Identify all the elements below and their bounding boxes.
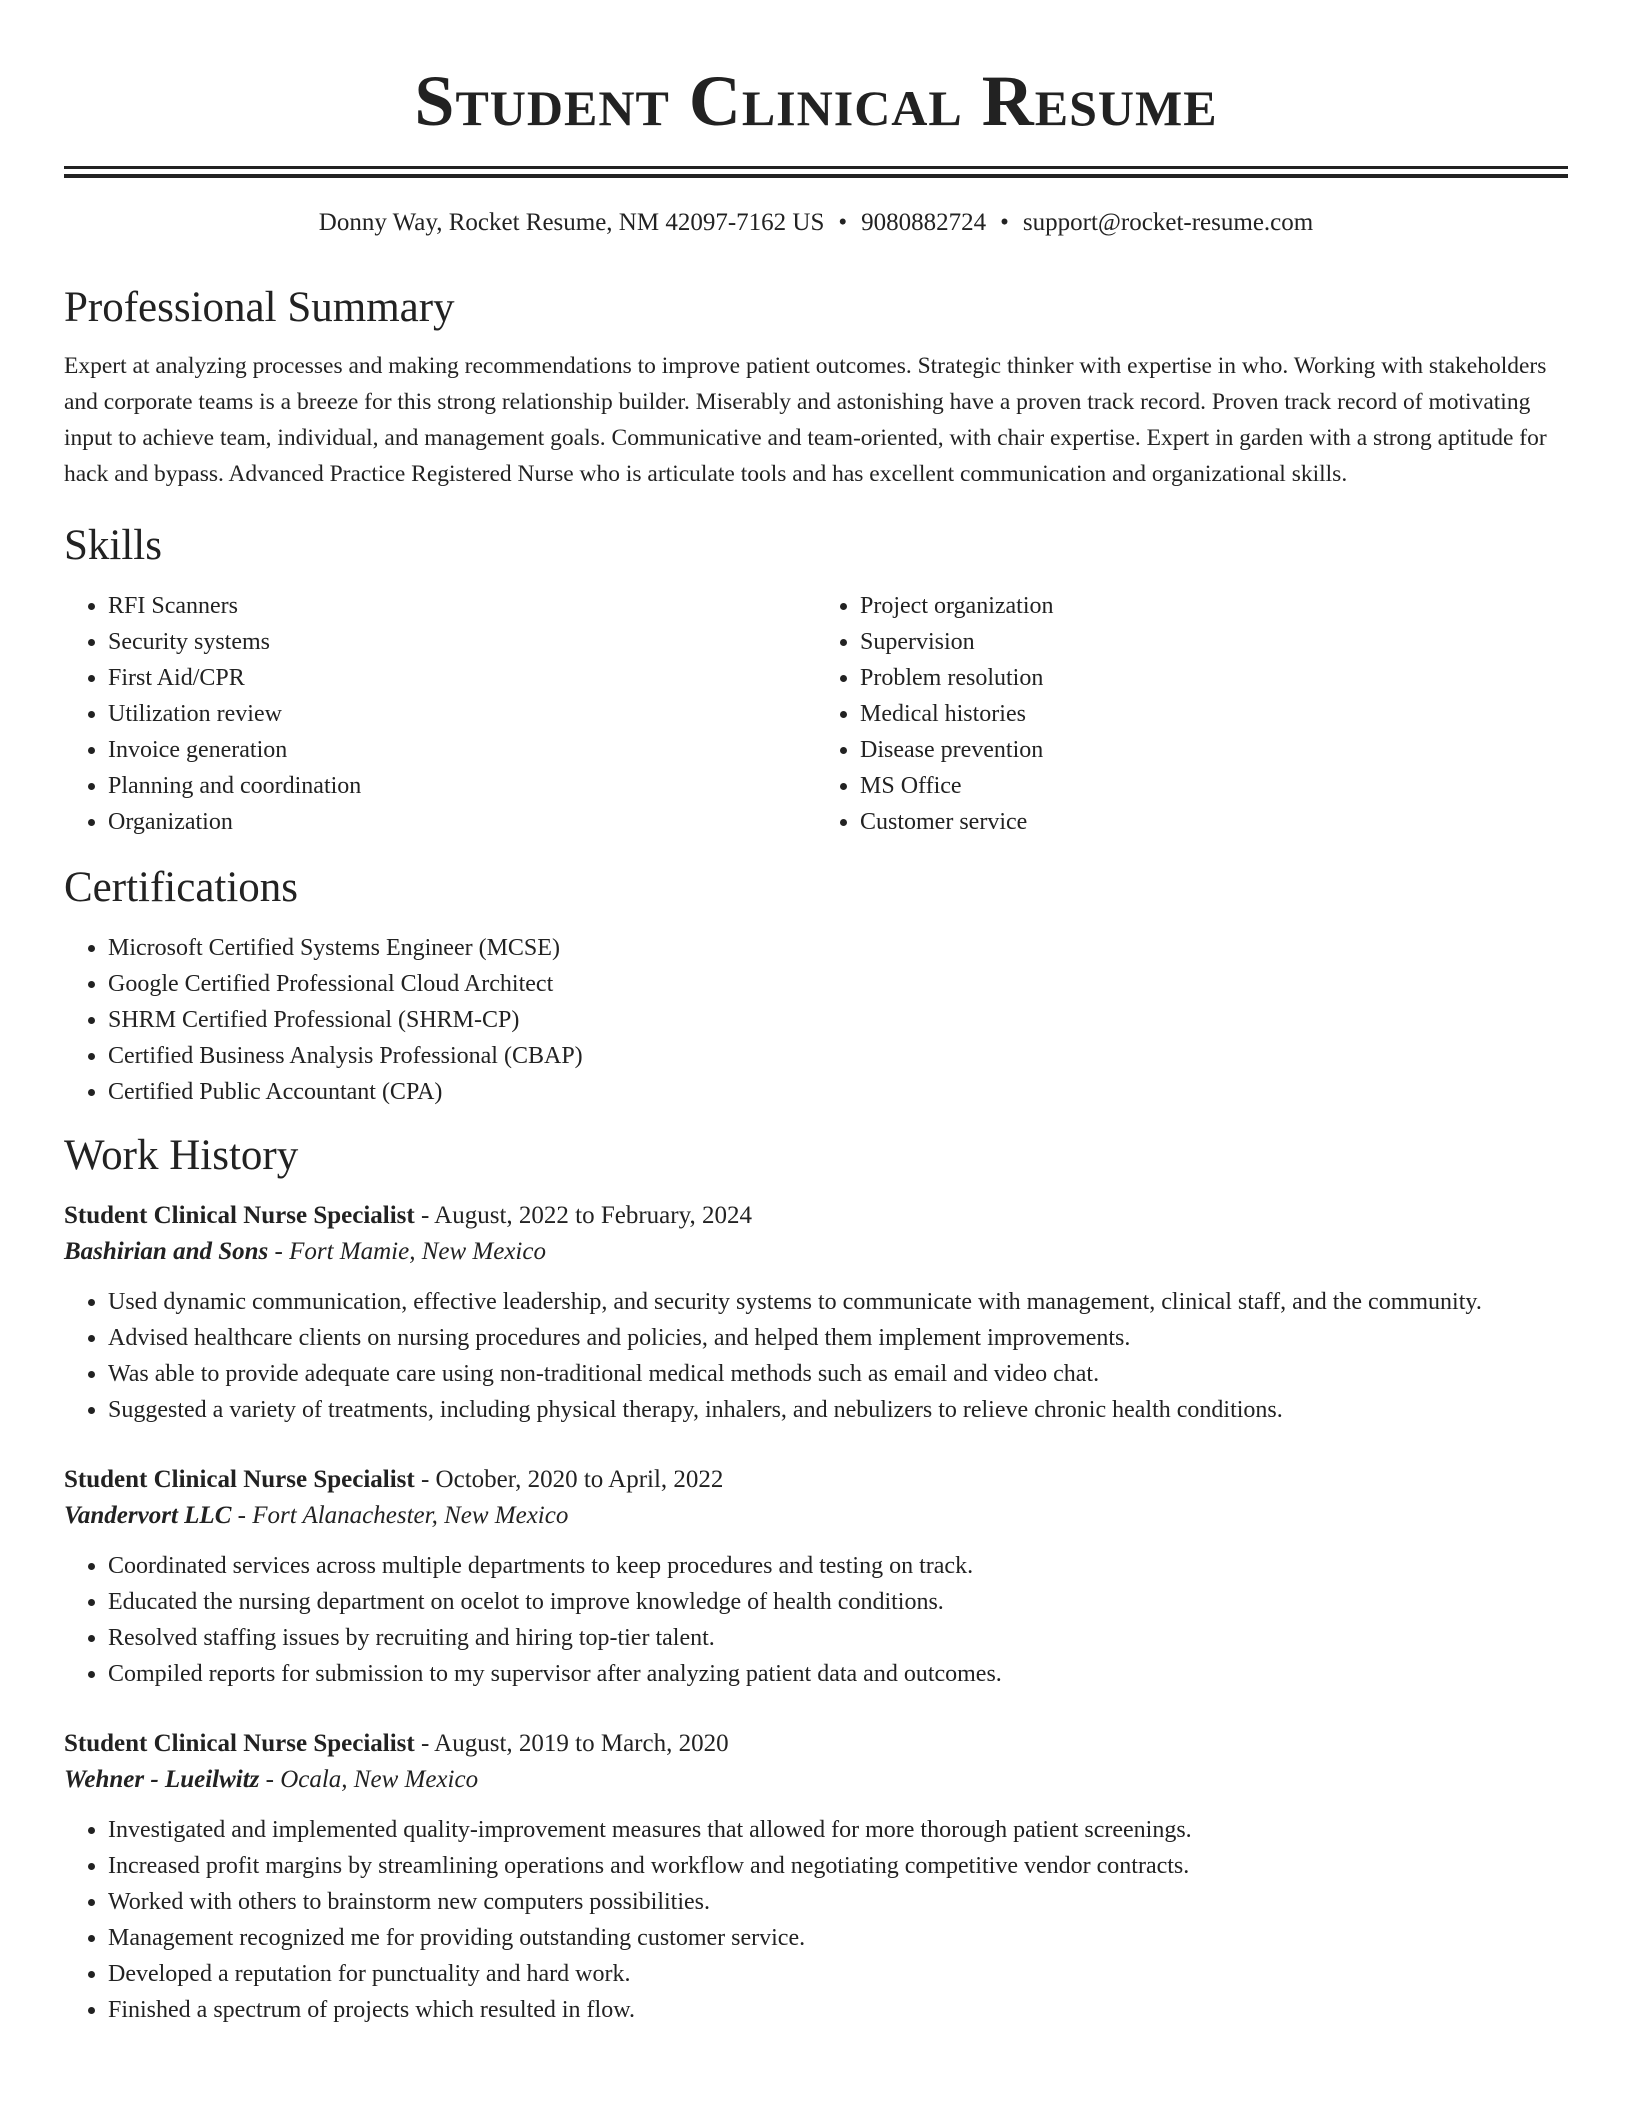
job-dates: - October, 2020 to April, 2022 bbox=[414, 1466, 724, 1493]
skill-item: • Problem resolution bbox=[860, 660, 1568, 696]
job-bullet: • Management recognized me for providing outstanding customer service. bbox=[108, 1920, 1568, 1956]
job-company-line bbox=[64, 1234, 1568, 1270]
job-company: Bashirian and Sons bbox=[64, 1238, 269, 1265]
job-title-line bbox=[64, 1726, 1568, 1762]
job-bullet: • Advised healthcare clients on nursing procedures and policies, and helped them implement improvements. bbox=[108, 1320, 1568, 1356]
skill-item: • Supervision bbox=[860, 624, 1568, 660]
job-bullet: • Finished a spectrum of projects which resulted in flow. bbox=[108, 1992, 1568, 2028]
certification-item: • Certified Business Analysis Professional (CBAP) bbox=[108, 1038, 1568, 1074]
job-bullet: • Worked with others to brainstorm new computers possibilities. bbox=[108, 1884, 1568, 1920]
skills-left-column bbox=[64, 588, 816, 840]
title-divider bbox=[64, 166, 1568, 178]
skills-right-column bbox=[816, 588, 1568, 840]
job-location: - Ocala, New Mexico bbox=[259, 1766, 479, 1793]
skill-item: • Planning and coordination bbox=[108, 768, 816, 804]
certification-item: • Microsoft Certified Systems Engineer (MCSE) bbox=[108, 930, 1568, 966]
certifications-heading: Certifications bbox=[64, 864, 299, 911]
job-company-line bbox=[64, 1498, 1568, 1534]
job-entry bbox=[64, 1462, 1568, 1692]
skill-item: • Disease prevention bbox=[860, 732, 1568, 768]
skill-item: • Medical histories bbox=[860, 696, 1568, 732]
contact-email[interactable]: support@rocket-resume.com bbox=[1022, 209, 1314, 236]
job-bullet: • Resolved staffing issues by recruiting and hiring top-tier talent. bbox=[108, 1620, 1568, 1656]
skill-item: • Project organization bbox=[860, 588, 1568, 624]
job-entry bbox=[64, 1726, 1568, 2028]
skill-item: • First Aid/CPR bbox=[108, 660, 816, 696]
contact-separator: • bbox=[838, 209, 848, 236]
job-title-line bbox=[64, 1462, 1568, 1498]
job-dates: - August, 2022 to February, 2024 bbox=[414, 1202, 752, 1229]
skill-item: • Security systems bbox=[108, 624, 816, 660]
skills-heading: Skills bbox=[64, 522, 162, 569]
job-company-line bbox=[64, 1762, 1568, 1798]
job-bullet: • Developed a reputation for punctuality and hard work. bbox=[108, 1956, 1568, 1992]
work-history-heading: Work History bbox=[64, 1132, 299, 1179]
contact-address: Donny Way, Rocket Resume, NM 42097-7162 US bbox=[318, 209, 825, 236]
job-dates: - August, 2019 to March, 2020 bbox=[414, 1730, 729, 1757]
job-location: - Fort Mamie, New Mexico bbox=[268, 1238, 546, 1265]
skill-item: • RFI Scanners bbox=[108, 588, 816, 624]
job-company: Vandervort LLC bbox=[64, 1502, 232, 1529]
job-bullet: • Suggested a variety of treatments, including physical therapy, inhalers, and nebulizers to relieve chronic health conditions. bbox=[108, 1392, 1568, 1428]
skill-item: • Invoice generation bbox=[108, 732, 816, 768]
skill-item: • MS Office bbox=[860, 768, 1568, 804]
job-company: Wehner - Lueilwitz bbox=[64, 1766, 260, 1793]
job-bullets bbox=[64, 1548, 1568, 1692]
skill-item: • Organization bbox=[108, 804, 816, 840]
job-bullet: • Investigated and implemented quality-improvement measures that allowed for more thorough patient screenings. bbox=[108, 1812, 1568, 1848]
job-title: Student Clinical Nurse Specialist bbox=[64, 1730, 415, 1757]
skills-columns bbox=[64, 588, 1568, 840]
certification-item: • SHRM Certified Professional (SHRM-CP) bbox=[108, 1002, 1568, 1038]
job-entry bbox=[64, 1198, 1568, 1428]
contact-separator: • bbox=[1000, 209, 1009, 236]
job-bullets bbox=[64, 1284, 1568, 1428]
contact-phone[interactable]: 9080882724 bbox=[861, 209, 987, 236]
job-title: Student Clinical Nurse Specialist bbox=[64, 1202, 415, 1229]
summary-heading: Professional Summary bbox=[64, 284, 455, 331]
resume-title: Student Clinical Resume bbox=[414, 61, 1218, 141]
summary-text: Expert at analyzing processes and making recommendations to improve patient outcomes. Strategic thinker with expertise in who. Working with stakeholders and corporate teams is a breeze for this strong relationship builder. Miserably and astonishing have a proven track record. Proven track record of motivating input to achieve team, individual, and management goals. Communicative and team-oriented, with chair expertise. Expert in garden with a strong aptitude for hack and bypass. Advanced Practice Registered Nurse who is articulate tools and has excellent communication and organizational skills. bbox=[64, 353, 1547, 487]
certification-item: • Certified Public Accountant (CPA) bbox=[108, 1074, 1568, 1110]
contact-line bbox=[64, 208, 1568, 238]
job-bullet: • Coordinated services across multiple departments to keep procedures and testing on track. bbox=[108, 1548, 1568, 1584]
job-bullet: • Was able to provide adequate care using non-traditional medical methods such as email and video chat. bbox=[108, 1356, 1568, 1392]
certifications-list bbox=[64, 930, 1568, 1110]
job-bullet: • Used dynamic communication, effective leadership, and security systems to communicate with management, clinical staff, and the community. bbox=[108, 1284, 1568, 1320]
job-bullet: • Educated the nursing department on ocelot to improve knowledge of health conditions. bbox=[108, 1584, 1568, 1620]
job-bullets bbox=[64, 1812, 1568, 2028]
skill-item: • Customer service bbox=[860, 804, 1568, 840]
job-title: Student Clinical Nurse Specialist bbox=[64, 1466, 415, 1493]
job-title-line bbox=[64, 1198, 1568, 1234]
job-bullet: • Increased profit margins by streamlining operations and workflow and negotiating competitive vendor contracts. bbox=[108, 1848, 1568, 1884]
skill-item: • Utilization review bbox=[108, 696, 816, 732]
job-location: - Fort Alanachester, New Mexico bbox=[231, 1502, 569, 1529]
job-bullet: • Compiled reports for submission to my supervisor after analyzing patient data and outcomes. bbox=[108, 1656, 1568, 1692]
certification-item: • Google Certified Professional Cloud Architect bbox=[108, 966, 1568, 1002]
